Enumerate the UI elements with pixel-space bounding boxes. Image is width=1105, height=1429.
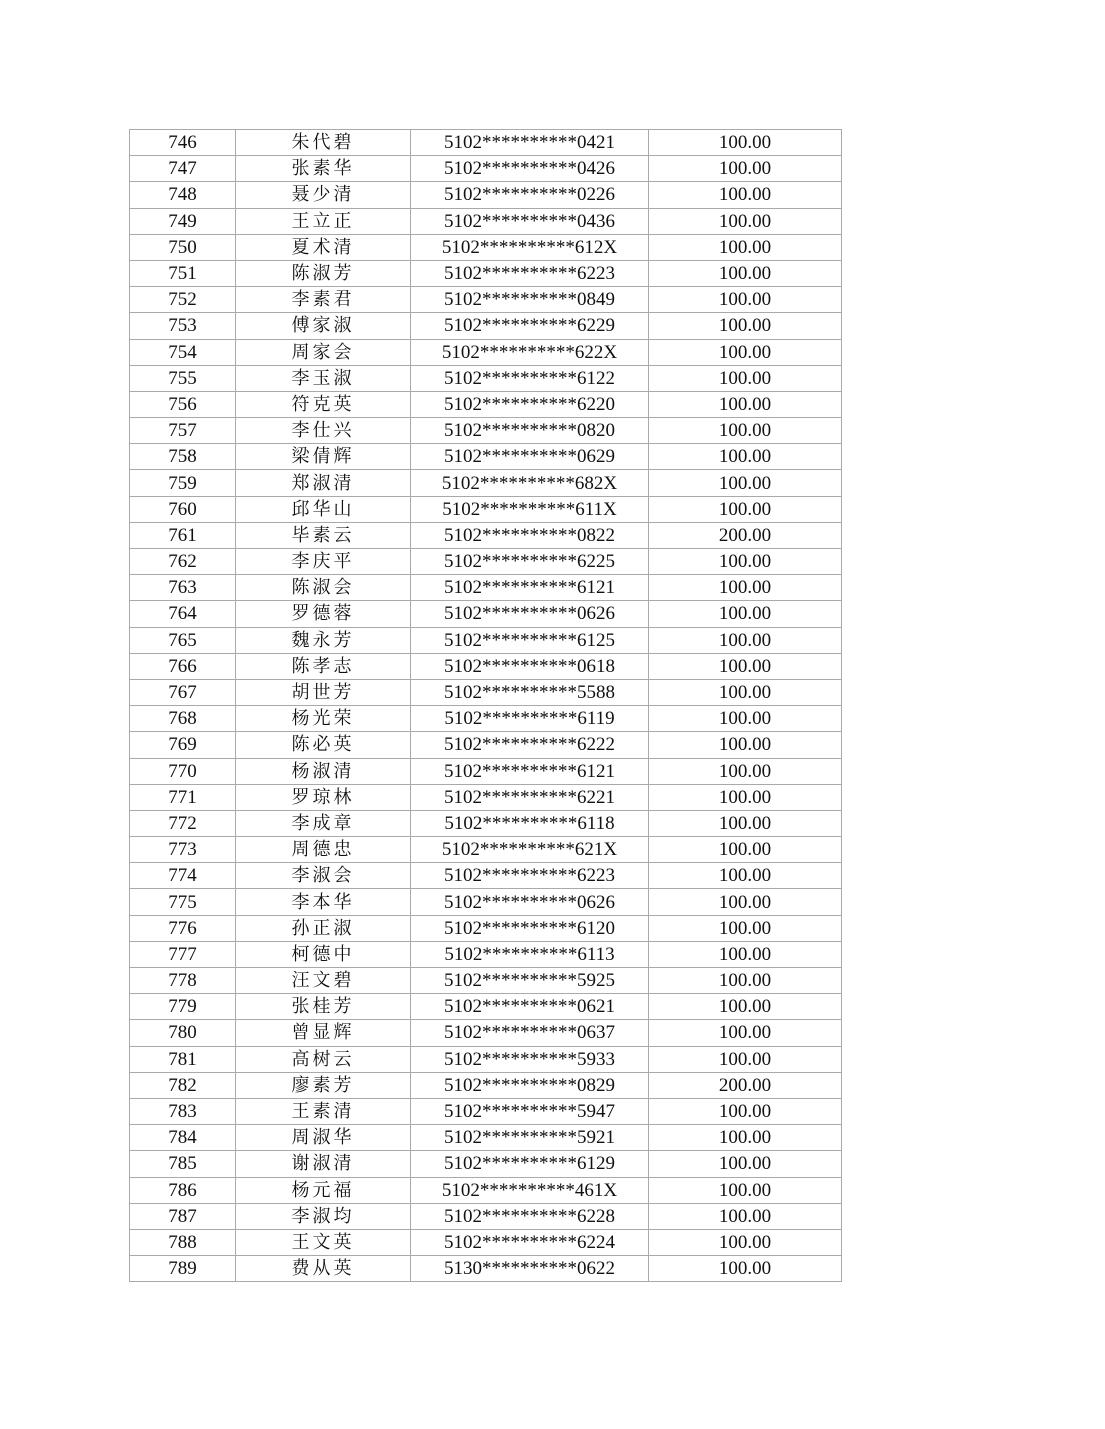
row-number-cell: 749 [130,208,236,234]
row-number-cell: 778 [130,968,236,994]
id-number-cell: 5102**********0421 [411,130,649,156]
person-name-cell: 廖素芳 [236,1072,411,1098]
amount-cell: 100.00 [649,968,842,994]
amount-cell: 100.00 [649,444,842,470]
table-row [130,758,842,784]
amount-cell: 100.00 [649,706,842,732]
table-row [130,994,842,1020]
row-number-cell: 763 [130,575,236,601]
id-number-cell: 5102**********611X [411,496,649,522]
person-name-cell: 孙正淑 [236,915,411,941]
id-number-cell: 5102**********621X [411,837,649,863]
person-name-cell: 傅家淑 [236,313,411,339]
amount-cell: 100.00 [649,234,842,260]
amount-cell: 100.00 [649,1098,842,1124]
id-number-cell: 5102**********461X [411,1177,649,1203]
row-number-cell: 786 [130,1177,236,1203]
id-number-cell: 5102**********6222 [411,732,649,758]
amount-cell: 100.00 [649,549,842,575]
id-number-cell: 5102**********5933 [411,1046,649,1072]
person-name-cell: 朱代碧 [236,130,411,156]
amount-cell: 100.00 [649,496,842,522]
amount-cell: 100.00 [649,208,842,234]
id-number-cell: 5102**********0629 [411,444,649,470]
table-row [130,732,842,758]
amount-cell: 200.00 [649,1072,842,1098]
row-number-cell: 750 [130,234,236,260]
amount-cell: 100.00 [649,1151,842,1177]
row-number-cell: 746 [130,130,236,156]
person-name-cell: 罗德蓉 [236,601,411,627]
id-number-cell: 5102**********6119 [411,706,649,732]
amount-cell: 100.00 [649,130,842,156]
table-row [130,653,842,679]
table-row [130,601,842,627]
amount-cell: 100.00 [649,994,842,1020]
row-number-cell: 779 [130,994,236,1020]
row-number-cell: 753 [130,313,236,339]
table-row [130,444,842,470]
table-row [130,234,842,260]
person-name-cell: 柯德中 [236,941,411,967]
person-name-cell: 夏术清 [236,234,411,260]
person-name-cell: 符克英 [236,391,411,417]
roster-table-body [130,130,842,1282]
person-name-cell: 周家会 [236,339,411,365]
row-number-cell: 760 [130,496,236,522]
person-name-cell: 李成章 [236,810,411,836]
id-number-cell: 5102**********0226 [411,182,649,208]
table-row [130,208,842,234]
person-name-cell: 周德忠 [236,837,411,863]
person-name-cell: 曾显辉 [236,1020,411,1046]
table-row [130,260,842,286]
id-number-cell: 5102**********0637 [411,1020,649,1046]
person-name-cell: 汪文碧 [236,968,411,994]
person-name-cell: 张素华 [236,156,411,182]
row-number-cell: 769 [130,732,236,758]
person-name-cell: 王立正 [236,208,411,234]
person-name-cell: 高树云 [236,1046,411,1072]
table-row [130,1020,842,1046]
row-number-cell: 758 [130,444,236,470]
table-row [130,679,842,705]
id-number-cell: 5102**********6121 [411,758,649,784]
table-row [130,1229,842,1255]
table-row [130,339,842,365]
amount-cell: 100.00 [649,1020,842,1046]
row-number-cell: 765 [130,627,236,653]
table-row [130,627,842,653]
table-row [130,1177,842,1203]
table-row [130,287,842,313]
table-row [130,1203,842,1229]
table-row [130,810,842,836]
table-row [130,1151,842,1177]
table-row [130,130,842,156]
person-name-cell: 王文英 [236,1229,411,1255]
table-row [130,1046,842,1072]
row-number-cell: 789 [130,1256,236,1282]
amount-cell: 100.00 [649,418,842,444]
amount-cell: 100.00 [649,653,842,679]
id-number-cell: 5102**********6221 [411,784,649,810]
amount-cell: 100.00 [649,810,842,836]
amount-cell: 100.00 [649,365,842,391]
person-name-cell: 陈淑芳 [236,260,411,286]
id-number-cell: 5130**********0622 [411,1256,649,1282]
amount-cell: 100.00 [649,889,842,915]
amount-cell: 100.00 [649,287,842,313]
row-number-cell: 756 [130,391,236,417]
row-number-cell: 757 [130,418,236,444]
table-row [130,391,842,417]
amount-cell: 100.00 [649,784,842,810]
amount-cell: 100.00 [649,470,842,496]
table-row [130,156,842,182]
amount-cell: 100.00 [649,601,842,627]
amount-cell: 100.00 [649,627,842,653]
amount-cell: 100.00 [649,679,842,705]
id-number-cell: 5102**********6113 [411,941,649,967]
id-number-cell: 5102**********0822 [411,522,649,548]
person-name-cell: 郑淑清 [236,470,411,496]
id-number-cell: 5102**********612X [411,234,649,260]
amount-cell: 100.00 [649,732,842,758]
row-number-cell: 783 [130,1098,236,1124]
table-row [130,365,842,391]
person-name-cell: 陈淑会 [236,575,411,601]
id-number-cell: 5102**********6118 [411,810,649,836]
row-number-cell: 748 [130,182,236,208]
row-number-cell: 747 [130,156,236,182]
person-name-cell: 李本华 [236,889,411,915]
row-number-cell: 766 [130,653,236,679]
table-row [130,418,842,444]
amount-cell: 100.00 [649,1203,842,1229]
row-number-cell: 771 [130,784,236,810]
row-number-cell: 755 [130,365,236,391]
id-number-cell: 5102**********0618 [411,653,649,679]
amount-cell: 100.00 [649,1177,842,1203]
amount-cell: 100.00 [649,1125,842,1151]
amount-cell: 100.00 [649,182,842,208]
id-number-cell: 5102**********622X [411,339,649,365]
row-number-cell: 754 [130,339,236,365]
id-number-cell: 5102**********0820 [411,418,649,444]
id-number-cell: 5102**********0849 [411,287,649,313]
row-number-cell: 774 [130,863,236,889]
table-row [130,915,842,941]
id-number-cell: 5102**********0426 [411,156,649,182]
table-row [130,549,842,575]
table-row [130,706,842,732]
person-name-cell: 杨光荣 [236,706,411,732]
person-name-cell: 魏永芳 [236,627,411,653]
id-number-cell: 5102**********0626 [411,601,649,627]
row-number-cell: 767 [130,679,236,705]
id-number-cell: 5102**********5921 [411,1125,649,1151]
table-row [130,1098,842,1124]
amount-cell: 100.00 [649,313,842,339]
row-number-cell: 776 [130,915,236,941]
table-row [130,575,842,601]
row-number-cell: 781 [130,1046,236,1072]
table-row [130,313,842,339]
table-row [130,941,842,967]
person-name-cell: 梁倩辉 [236,444,411,470]
table-row [130,522,842,548]
row-number-cell: 772 [130,810,236,836]
table-row [130,889,842,915]
id-number-cell: 5102**********682X [411,470,649,496]
table-row [130,1256,842,1282]
row-number-cell: 788 [130,1229,236,1255]
person-name-cell: 杨元福 [236,1177,411,1203]
row-number-cell: 759 [130,470,236,496]
table-row [130,837,842,863]
table-row [130,1072,842,1098]
id-number-cell: 5102**********6122 [411,365,649,391]
person-name-cell: 张桂芳 [236,994,411,1020]
row-number-cell: 785 [130,1151,236,1177]
row-number-cell: 770 [130,758,236,784]
person-name-cell: 谢淑清 [236,1151,411,1177]
row-number-cell: 775 [130,889,236,915]
amount-cell: 100.00 [649,1229,842,1255]
row-number-cell: 752 [130,287,236,313]
row-number-cell: 782 [130,1072,236,1098]
person-name-cell: 李淑会 [236,863,411,889]
id-number-cell: 5102**********0436 [411,208,649,234]
person-name-cell: 李仕兴 [236,418,411,444]
row-number-cell: 777 [130,941,236,967]
id-number-cell: 5102**********6223 [411,863,649,889]
table-row [130,496,842,522]
id-number-cell: 5102**********6220 [411,391,649,417]
table-row [130,968,842,994]
row-number-cell: 784 [130,1125,236,1151]
roster-table [129,129,842,1282]
row-number-cell: 751 [130,260,236,286]
row-number-cell: 773 [130,837,236,863]
amount-cell: 100.00 [649,837,842,863]
row-number-cell: 762 [130,549,236,575]
row-number-cell: 761 [130,522,236,548]
id-number-cell: 5102**********0829 [411,1072,649,1098]
id-number-cell: 5102**********6223 [411,260,649,286]
id-number-cell: 5102**********6225 [411,549,649,575]
id-number-cell: 5102**********6224 [411,1229,649,1255]
id-number-cell: 5102**********5925 [411,968,649,994]
id-number-cell: 5102**********6129 [411,1151,649,1177]
row-number-cell: 764 [130,601,236,627]
table-row [130,182,842,208]
amount-cell: 100.00 [649,758,842,784]
amount-cell: 100.00 [649,391,842,417]
row-number-cell: 787 [130,1203,236,1229]
amount-cell: 100.00 [649,863,842,889]
person-name-cell: 罗琼林 [236,784,411,810]
person-name-cell: 毕素云 [236,522,411,548]
id-number-cell: 5102**********6120 [411,915,649,941]
person-name-cell: 周淑华 [236,1125,411,1151]
person-name-cell: 杨淑清 [236,758,411,784]
amount-cell: 100.00 [649,915,842,941]
table-row [130,1125,842,1151]
person-name-cell: 胡世芳 [236,679,411,705]
amount-cell: 100.00 [649,156,842,182]
person-name-cell: 李素君 [236,287,411,313]
amount-cell: 100.00 [649,1256,842,1282]
person-name-cell: 邱华山 [236,496,411,522]
amount-cell: 100.00 [649,260,842,286]
id-number-cell: 5102**********6228 [411,1203,649,1229]
amount-cell: 100.00 [649,941,842,967]
person-name-cell: 费从英 [236,1256,411,1282]
row-number-cell: 780 [130,1020,236,1046]
amount-cell: 100.00 [649,575,842,601]
table-row [130,863,842,889]
id-number-cell: 5102**********0621 [411,994,649,1020]
person-name-cell: 聂少清 [236,182,411,208]
id-number-cell: 5102**********6121 [411,575,649,601]
person-name-cell: 李淑均 [236,1203,411,1229]
row-number-cell: 768 [130,706,236,732]
id-number-cell: 5102**********6125 [411,627,649,653]
id-number-cell: 5102**********5947 [411,1098,649,1124]
person-name-cell: 王素清 [236,1098,411,1124]
person-name-cell: 李玉淑 [236,365,411,391]
amount-cell: 200.00 [649,522,842,548]
person-name-cell: 陈必英 [236,732,411,758]
table-row [130,784,842,810]
amount-cell: 100.00 [649,339,842,365]
person-name-cell: 李庆平 [236,549,411,575]
id-number-cell: 5102**********5588 [411,679,649,705]
id-number-cell: 5102**********0626 [411,889,649,915]
table-row [130,470,842,496]
person-name-cell: 陈孝志 [236,653,411,679]
id-number-cell: 5102**********6229 [411,313,649,339]
amount-cell: 100.00 [649,1046,842,1072]
